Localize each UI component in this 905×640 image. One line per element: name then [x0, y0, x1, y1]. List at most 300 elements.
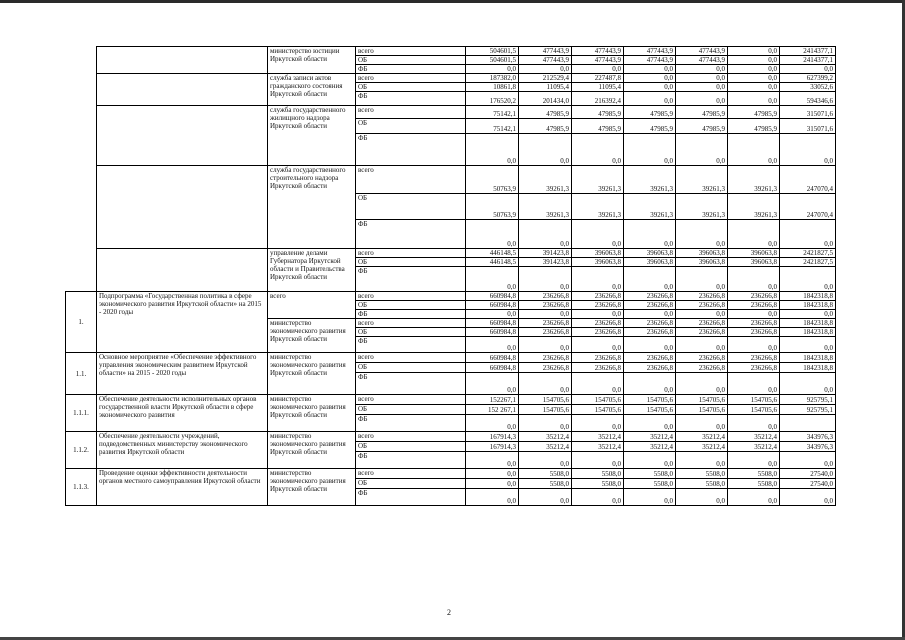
amount-cell: 0,0	[519, 373, 572, 395]
amount-cell: 5508,0	[624, 469, 676, 479]
amount-cell: 10861,8	[466, 83, 519, 92]
amount-cell: 0,0	[624, 267, 676, 292]
amount-cell: 236266,8	[728, 301, 780, 310]
funding-source-cell: всего	[356, 106, 466, 119]
amount-cell: 0,0	[780, 489, 836, 506]
amount-cell: 0,0	[728, 310, 780, 319]
amount-cell: 0,0	[676, 74, 728, 83]
amount-cell: 11095,4	[572, 83, 624, 92]
row-code-cell	[66, 249, 97, 292]
amount-cell: 5508,0	[624, 479, 676, 489]
amount-cell: 236266,8	[519, 363, 572, 373]
amount-cell: 0,0	[466, 452, 519, 469]
amount-cell: 315071,6	[780, 119, 836, 134]
row-name-cell	[97, 106, 268, 166]
amount-cell: 0,0	[519, 220, 572, 249]
funding-source-cell: ОБ	[356, 405, 466, 415]
amount-cell: 27540,0	[780, 469, 836, 479]
amount-cell: 477443,9	[572, 47, 624, 56]
amount-cell: 504601,5	[466, 56, 519, 65]
executor-cell: министерство экономического развития Иркутской области	[268, 432, 356, 469]
executor-cell: служба государственного жилищного надзора Иркутской области	[268, 106, 356, 166]
amount-cell: 236266,8	[624, 292, 676, 301]
amount-cell: 396063,8	[624, 249, 676, 258]
amount-cell: 0,0	[728, 452, 780, 469]
table-row	[66, 292, 836, 301]
funding-source-cell: ФБ	[356, 310, 466, 319]
amount-cell: 391423,8	[519, 249, 572, 258]
amount-cell: 50763,9	[466, 166, 519, 194]
amount-cell: 5508,0	[519, 469, 572, 479]
amount-cell: 154705,6	[519, 395, 572, 405]
amount-cell: 35212,4	[519, 432, 572, 442]
amount-cell: 0,0	[624, 373, 676, 395]
amount-cell: 660984,8	[466, 353, 519, 363]
amount-cell: 0,0	[624, 415, 676, 432]
amount-cell: 75142,1	[466, 106, 519, 119]
amount-cell: 660984,8	[466, 328, 519, 337]
amount-cell: 35212,4	[676, 442, 728, 452]
amount-cell: 0,0	[519, 134, 572, 166]
amount-cell: 47985,9	[519, 106, 572, 119]
amount-cell: 0,0	[676, 65, 728, 74]
funding-source-cell: всего	[356, 319, 466, 328]
amount-cell: 27540,0	[780, 479, 836, 489]
amount-cell: 0,0	[572, 373, 624, 395]
row-code-cell	[66, 74, 97, 106]
amount-cell: 39261,3	[676, 194, 728, 220]
amount-cell: 35212,4	[676, 432, 728, 442]
amount-cell: 201434,0	[519, 92, 572, 106]
amount-cell: 0,0	[676, 134, 728, 166]
amount-cell: 0,0	[624, 310, 676, 319]
amount-cell: 39261,3	[728, 194, 780, 220]
amount-cell: 47985,9	[519, 119, 572, 134]
amount-cell: 47985,9	[728, 106, 780, 119]
amount-cell: 0,0	[728, 74, 780, 83]
amount-cell: 154705,6	[572, 395, 624, 405]
amount-cell: 154705,6	[624, 405, 676, 415]
row-code-cell	[66, 166, 97, 249]
amount-cell: 396063,8	[676, 249, 728, 258]
amount-cell: 75142,1	[466, 119, 519, 134]
table-row	[66, 395, 836, 405]
amount-cell: 0,0	[519, 452, 572, 469]
funding-source-cell: ОБ	[356, 56, 466, 65]
funding-source-cell: ФБ	[356, 373, 466, 395]
row-name-cell	[97, 249, 268, 292]
amount-cell: 315071,6	[780, 106, 836, 119]
row-name-cell: Обеспечение деятельности учреждений, подведомственных министерству экономического развития Иркутской области	[97, 432, 268, 469]
amount-cell: 391423,8	[519, 258, 572, 267]
amount-cell: 0,0	[466, 373, 519, 395]
amount-cell: 0,0	[519, 65, 572, 74]
amount-cell: 154705,6	[676, 395, 728, 405]
amount-cell: 5508,0	[519, 479, 572, 489]
executor-cell: всего	[268, 292, 356, 319]
amount-cell: 0,0	[780, 310, 836, 319]
amount-cell: 236266,8	[676, 319, 728, 328]
amount-cell: 925795,1	[780, 395, 836, 405]
amount-cell: 236266,8	[572, 292, 624, 301]
amount-cell: 0,0	[728, 489, 780, 506]
amount-cell: 0,0	[572, 489, 624, 506]
amount-cell: 2414377,1	[780, 47, 836, 56]
amount-cell: 11095,4	[519, 83, 572, 92]
amount-cell: 0,0	[624, 220, 676, 249]
amount-cell: 0,0	[676, 452, 728, 469]
scan-edge-top	[0, 0, 905, 3]
amount-cell: 1842318,8	[780, 301, 836, 310]
row-code-cell: 1.1.3.	[66, 469, 97, 506]
amount-cell: 5508,0	[572, 469, 624, 479]
table-row	[66, 353, 836, 363]
amount-cell: 0,0	[624, 134, 676, 166]
amount-cell: 47985,9	[676, 106, 728, 119]
amount-cell: 0,0	[572, 415, 624, 432]
amount-cell: 0,0	[466, 65, 519, 74]
amount-cell: 0,0	[624, 65, 676, 74]
amount-cell: 39261,3	[572, 166, 624, 194]
amount-cell: 0,0	[466, 489, 519, 506]
amount-cell: 47985,9	[572, 119, 624, 134]
amount-cell: 236266,8	[572, 353, 624, 363]
amount-cell: 0,0	[780, 134, 836, 166]
amount-cell: 0,0	[624, 337, 676, 353]
amount-cell: 167914,3	[466, 432, 519, 442]
amount-cell: 660984,8	[466, 319, 519, 328]
amount-cell: 2414377,1	[780, 56, 836, 65]
funding-source-cell: всего	[356, 432, 466, 442]
amount-cell: 477443,9	[676, 56, 728, 65]
amount-cell: 660984,8	[466, 292, 519, 301]
amount-cell: 0,0	[780, 337, 836, 353]
executor-cell: служба государственного строительного надзора Иркутской области	[268, 166, 356, 249]
amount-cell: 35212,4	[624, 442, 676, 452]
amount-cell: 35212,4	[728, 442, 780, 452]
amount-cell: 343976,3	[780, 432, 836, 442]
amount-cell: 0,0	[676, 337, 728, 353]
amount-cell: 236266,8	[519, 292, 572, 301]
row-code-cell	[66, 47, 97, 74]
amount-cell: 1842318,8	[780, 328, 836, 337]
amount-cell: 236266,8	[676, 328, 728, 337]
funding-source-cell: всего	[356, 395, 466, 405]
row-code-cell: 1.1.1.	[66, 395, 97, 432]
amount-cell: 0,0	[624, 83, 676, 92]
amount-cell	[780, 415, 836, 432]
row-name-cell	[97, 166, 268, 249]
row-code-cell: 1.1.2.	[66, 432, 97, 469]
amount-cell: 35212,4	[572, 442, 624, 452]
amount-cell: 47985,9	[624, 106, 676, 119]
amount-cell: 47985,9	[572, 106, 624, 119]
amount-cell: 47985,9	[624, 119, 676, 134]
amount-cell: 236266,8	[519, 319, 572, 328]
amount-cell: 0,0	[780, 373, 836, 395]
amount-cell: 152 267,1	[466, 405, 519, 415]
amount-cell: 47985,9	[728, 119, 780, 134]
amount-cell: 446148,5	[466, 249, 519, 258]
amount-cell: 154705,6	[572, 405, 624, 415]
table-row	[66, 469, 836, 479]
table-row	[66, 166, 836, 194]
amount-cell: 396063,8	[728, 258, 780, 267]
amount-cell: 236266,8	[519, 301, 572, 310]
amount-cell: 236266,8	[676, 301, 728, 310]
amount-cell: 236266,8	[676, 292, 728, 301]
row-code-cell: 1.1.	[66, 353, 97, 395]
amount-cell: 0,0	[676, 373, 728, 395]
amount-cell: 0,0	[519, 415, 572, 432]
executor-cell: управление делами Губернатора Иркутской области и Правительства Иркутской области	[268, 249, 356, 292]
amount-cell: 0,0	[466, 479, 519, 489]
amount-cell: 35212,4	[624, 432, 676, 442]
amount-cell: 660984,8	[466, 363, 519, 373]
amount-cell: 477443,9	[519, 56, 572, 65]
amount-cell: 0,0	[780, 267, 836, 292]
amount-cell: 396063,8	[572, 258, 624, 267]
funding-source-cell: всего	[356, 74, 466, 83]
amount-cell: 0,0	[780, 452, 836, 469]
amount-cell: 167914,3	[466, 442, 519, 452]
table-row	[66, 74, 836, 83]
amount-cell: 39261,3	[572, 194, 624, 220]
amount-cell: 0,0	[466, 134, 519, 166]
amount-cell: 33052,6	[780, 83, 836, 92]
amount-cell: 236266,8	[728, 353, 780, 363]
amount-cell: 477443,9	[624, 47, 676, 56]
amount-cell: 0,0	[676, 220, 728, 249]
funding-source-cell: ФБ	[356, 415, 466, 432]
amount-cell: 236266,8	[572, 363, 624, 373]
funding-source-cell: ФБ	[356, 267, 466, 292]
amount-cell: 0,0	[728, 47, 780, 56]
amount-cell: 236266,8	[624, 353, 676, 363]
amount-cell: 236266,8	[572, 319, 624, 328]
amount-cell: 0,0	[624, 92, 676, 106]
amount-cell: 1842318,8	[780, 292, 836, 301]
funding-source-cell: ОБ	[356, 328, 466, 337]
executor-cell: министерство юстиции Иркутской области	[268, 47, 356, 74]
amount-cell: 0,0	[676, 415, 728, 432]
amount-cell: 0,0	[466, 469, 519, 479]
amount-cell: 5508,0	[572, 479, 624, 489]
amount-cell: 396063,8	[728, 249, 780, 258]
amount-cell: 247070,4	[780, 166, 836, 194]
executor-cell: министерство экономического развития Иркутской области	[268, 319, 356, 353]
amount-cell: 0,0	[519, 267, 572, 292]
row-name-cell	[97, 47, 268, 74]
funding-source-cell: ФБ	[356, 337, 466, 353]
row-name-cell: Подпрограмма «Государственная политика в сфере экономического развития Иркутской области» на 2015 - 2020 годы	[97, 292, 268, 353]
funding-source-cell: ОБ	[356, 442, 466, 452]
amount-cell: 0,0	[728, 220, 780, 249]
funding-source-cell: всего	[356, 166, 466, 194]
funding-source-cell: ОБ	[356, 258, 466, 267]
table-body	[66, 47, 836, 506]
funding-source-cell: ФБ	[356, 220, 466, 249]
amount-cell: 594346,6	[780, 92, 836, 106]
amount-cell: 35212,4	[519, 442, 572, 452]
funding-source-cell: ОБ	[356, 363, 466, 373]
amount-cell: 236266,8	[624, 301, 676, 310]
amount-cell: 0,0	[676, 310, 728, 319]
amount-cell: 1842318,8	[780, 353, 836, 363]
amount-cell: 236266,8	[624, 328, 676, 337]
funding-source-cell: ФБ	[356, 489, 466, 506]
amount-cell: 0,0	[728, 65, 780, 74]
amount-cell: 187382,0	[466, 74, 519, 83]
amount-cell: 0,0	[466, 415, 519, 432]
amount-cell: 0,0	[572, 267, 624, 292]
amount-cell: 0,0	[519, 489, 572, 506]
amount-cell: 0,0	[728, 267, 780, 292]
amount-cell: 236266,8	[728, 319, 780, 328]
budget-table	[65, 46, 836, 506]
amount-cell: 2421827,5	[780, 249, 836, 258]
page-number: 2	[447, 608, 451, 617]
amount-cell: 0,0	[624, 489, 676, 506]
amount-cell: 236266,8	[572, 328, 624, 337]
amount-cell: 236266,8	[519, 328, 572, 337]
table-row	[66, 249, 836, 258]
amount-cell: 5508,0	[728, 469, 780, 479]
amount-cell: 0,0	[728, 134, 780, 166]
amount-cell: 0,0	[572, 337, 624, 353]
amount-cell: 236266,8	[572, 301, 624, 310]
funding-source-cell: ОБ	[356, 83, 466, 92]
amount-cell: 0,0	[624, 452, 676, 469]
amount-cell: 0,0	[466, 267, 519, 292]
amount-cell: 0,0	[728, 56, 780, 65]
amount-cell: 236266,8	[676, 353, 728, 363]
amount-cell: 154705,6	[728, 395, 780, 405]
executor-cell: министерство экономического развития Иркутской области	[268, 469, 356, 506]
amount-cell: 0,0	[676, 267, 728, 292]
amount-cell: 0,0	[466, 310, 519, 319]
amount-cell: 176520,2	[466, 92, 519, 106]
amount-cell: 247070,4	[780, 194, 836, 220]
amount-cell: 152267,1	[466, 395, 519, 405]
amount-cell: 39261,3	[624, 194, 676, 220]
funding-source-cell: ОБ	[356, 479, 466, 489]
amount-cell: 0,0	[728, 92, 780, 106]
amount-cell: 660984,8	[466, 301, 519, 310]
funding-source-cell: всего	[356, 353, 466, 363]
table-row	[66, 106, 836, 119]
amount-cell: 35212,4	[572, 432, 624, 442]
funding-source-cell: ФБ	[356, 92, 466, 106]
budget-table-sheet	[65, 46, 835, 506]
amount-cell: 0,0	[624, 74, 676, 83]
amount-cell: 212529,4	[519, 74, 572, 83]
amount-cell: 236266,8	[624, 319, 676, 328]
amount-cell: 0,0	[780, 65, 836, 74]
amount-cell: 50763,9	[466, 194, 519, 220]
amount-cell: 5508,0	[676, 469, 728, 479]
funding-source-cell: ОБ	[356, 301, 466, 310]
amount-cell: 0,0	[572, 452, 624, 469]
amount-cell: 0,0	[572, 134, 624, 166]
amount-cell: 236266,8	[728, 328, 780, 337]
funding-source-cell: всего	[356, 249, 466, 258]
amount-cell: 39261,3	[624, 166, 676, 194]
row-code-cell: 1.	[66, 292, 97, 353]
amount-cell: 0,0	[466, 220, 519, 249]
amount-cell: 0,0	[728, 415, 780, 432]
funding-source-cell: всего	[356, 47, 466, 56]
amount-cell: 39261,3	[519, 166, 572, 194]
row-name-cell: Основное мероприятие «Обеспечение эффективного управления экономическим развитием Иркутской области» на 2015 - 2020 годы	[97, 353, 268, 395]
amount-cell: 1842318,8	[780, 363, 836, 373]
amount-cell: 1842318,8	[780, 319, 836, 328]
funding-source-cell: всего	[356, 469, 466, 479]
amount-cell: 39261,3	[519, 194, 572, 220]
amount-cell: 925795,1	[780, 405, 836, 415]
funding-source-cell: ОБ	[356, 119, 466, 134]
amount-cell: 0,0	[572, 220, 624, 249]
amount-cell: 39261,3	[728, 166, 780, 194]
amount-cell: 477443,9	[572, 56, 624, 65]
amount-cell: 5508,0	[676, 479, 728, 489]
amount-cell: 5508,0	[728, 479, 780, 489]
amount-cell: 216392,4	[572, 92, 624, 106]
funding-source-cell: ФБ	[356, 65, 466, 74]
amount-cell: 2421827,5	[780, 258, 836, 267]
amount-cell: 236266,8	[624, 363, 676, 373]
amount-cell: 35212,4	[728, 432, 780, 442]
funding-source-cell: ФБ	[356, 134, 466, 166]
table-row	[66, 432, 836, 442]
row-name-cell: Обеспечение деятельности исполнительных органов государственной власти Иркутской области в сфере экономического развития	[97, 395, 268, 432]
amount-cell: 154705,6	[676, 405, 728, 415]
amount-cell: 47985,9	[676, 119, 728, 134]
amount-cell: 446148,5	[466, 258, 519, 267]
amount-cell: 396063,8	[624, 258, 676, 267]
amount-cell: 0,0	[466, 337, 519, 353]
amount-cell: 236266,8	[519, 353, 572, 363]
amount-cell: 227487,8	[572, 74, 624, 83]
amount-cell: 504601,5	[466, 47, 519, 56]
amount-cell: 0,0	[728, 83, 780, 92]
amount-cell: 0,0	[519, 337, 572, 353]
amount-cell: 627399,2	[780, 74, 836, 83]
funding-source-cell: ОБ	[356, 194, 466, 220]
funding-source-cell: ФБ	[356, 452, 466, 469]
row-name-cell: Проведение оценки эффективности деятельности органов местного самоуправления Иркутской области	[97, 469, 268, 506]
executor-cell: министерство экономического развития Иркутской области	[268, 353, 356, 395]
amount-cell: 0,0	[676, 92, 728, 106]
amount-cell: 343976,3	[780, 442, 836, 452]
amount-cell: 0,0	[572, 310, 624, 319]
amount-cell: 154705,6	[624, 395, 676, 405]
amount-cell: 0,0	[572, 65, 624, 74]
amount-cell: 477443,9	[624, 56, 676, 65]
amount-cell: 477443,9	[676, 47, 728, 56]
amount-cell: 0,0	[728, 373, 780, 395]
amount-cell: 396063,8	[572, 249, 624, 258]
amount-cell: 477443,9	[519, 47, 572, 56]
row-code-cell	[66, 106, 97, 166]
amount-cell: 0,0	[519, 310, 572, 319]
amount-cell: 154705,6	[519, 405, 572, 415]
amount-cell: 0,0	[676, 489, 728, 506]
amount-cell: 0,0	[728, 337, 780, 353]
table-row	[66, 47, 836, 56]
amount-cell: 236266,8	[676, 363, 728, 373]
amount-cell: 154705,6	[728, 405, 780, 415]
